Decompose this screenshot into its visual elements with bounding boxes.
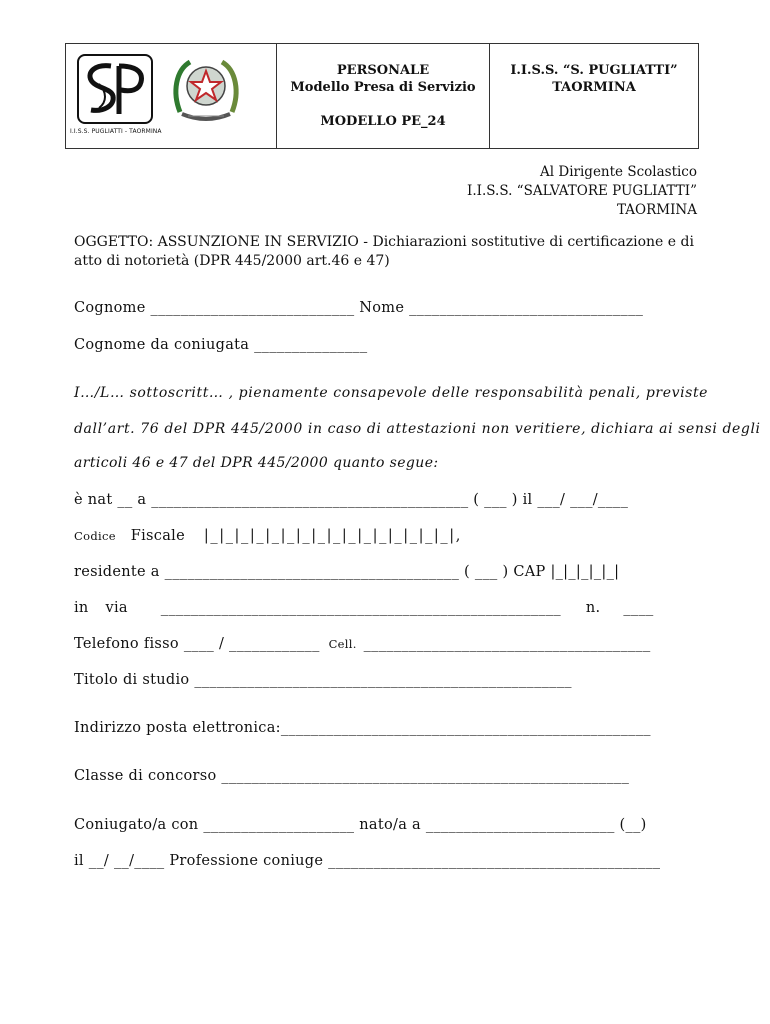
coniugato-field[interactable]: Coniugato/a con ____________________ nato/a a _________________________ (__) bbox=[74, 817, 647, 833]
model-code: MODELLO PE_24 bbox=[320, 114, 446, 129]
recipient-line: Al Dirigente Scolastico bbox=[540, 164, 697, 180]
header-table bbox=[65, 43, 699, 149]
school-city: TAORMINA bbox=[552, 80, 636, 95]
recipient-line: I.I.S.S. “SALVATORE PUGLIATTI” bbox=[467, 183, 697, 199]
telefono-fisso[interactable]: Telefono fisso ____ / ____________ bbox=[74, 636, 320, 652]
recipient-line: TAORMINA bbox=[617, 202, 697, 218]
cognome-coniugata-field[interactable]: Cognome da coniugata _______________ bbox=[74, 337, 368, 353]
email-field[interactable]: Indirizzo posta elettronica:_________________________________________________ bbox=[74, 720, 651, 736]
via-field[interactable] bbox=[74, 600, 696, 616]
cell-label: Cell. bbox=[328, 637, 357, 651]
via-label: via bbox=[105, 600, 128, 616]
declaration-line: articoli 46 e 47 del DPR 445/2000 quanto segue: bbox=[74, 455, 439, 471]
via-in: in bbox=[74, 600, 89, 616]
subject-text: OGGETTO: ASSUNZIONE IN SERVIZIO - Dichiarazioni sostitutive di certificazione e di atto di notorietà (DPR 445/2000 art.46 e 47) bbox=[74, 234, 694, 269]
declaration-line: I…/L… sottoscritt… , pienamente consapevole delle responsabilità penali, previste bbox=[74, 385, 709, 401]
classe-concorso-field[interactable]: Classe di concorso ______________________________________________________ bbox=[74, 768, 630, 784]
cf-label: Codice bbox=[74, 529, 116, 543]
logo-caption: I.I.S.S. PUGLIATTI - TAORMINA bbox=[70, 128, 162, 135]
recipient-address bbox=[467, 163, 697, 220]
form-subtitle: Modello Presa di Servizio bbox=[290, 80, 476, 95]
cell-line[interactable]: ______________________________________ bbox=[363, 636, 651, 652]
school-logo-icon bbox=[77, 54, 153, 124]
birth-field[interactable]: è nat __ a __________________________________________ ( ___ ) il ___/ ___/____ bbox=[74, 492, 629, 508]
cf-boxes[interactable]: |_|_|_|_|_|_|_|_|_|_|_|_|_|_|_|_|, bbox=[203, 528, 462, 544]
codice-fiscale-field[interactable] bbox=[74, 528, 462, 544]
via-number-label: n. bbox=[585, 600, 601, 616]
form-title: PERSONALE bbox=[336, 63, 430, 78]
via-line[interactable]: _____________________________________________________ bbox=[160, 600, 561, 616]
logo-cell bbox=[66, 44, 277, 148]
cf-label-2: Fiscale bbox=[130, 528, 185, 544]
school-cell bbox=[490, 44, 698, 148]
titolo-studio-field[interactable]: Titolo di studio __________________________________________________ bbox=[74, 672, 572, 688]
declaration-line: dall’art. 76 del DPR 445/2000 in caso di attestazioni non veritiere, dichiara ai sensi degli bbox=[74, 421, 761, 437]
professione-coniuge-field[interactable]: il __/ __/____ Professione coniuge ____________________________________________ bbox=[74, 853, 661, 869]
via-number[interactable]: ____ bbox=[623, 600, 654, 616]
italian-emblem-icon bbox=[170, 52, 242, 126]
form-title-cell bbox=[277, 44, 490, 148]
telefono-field[interactable] bbox=[74, 636, 651, 652]
school-name: I.I.S.S. “S. PUGLIATTI” bbox=[510, 63, 678, 78]
cognome-nome-field[interactable]: Cognome ___________________________ Nome _______________________________ bbox=[74, 300, 644, 316]
residenza-field[interactable]: residente a _______________________________________ ( ___ ) CAP |_|_|_|_|_| bbox=[74, 564, 620, 580]
